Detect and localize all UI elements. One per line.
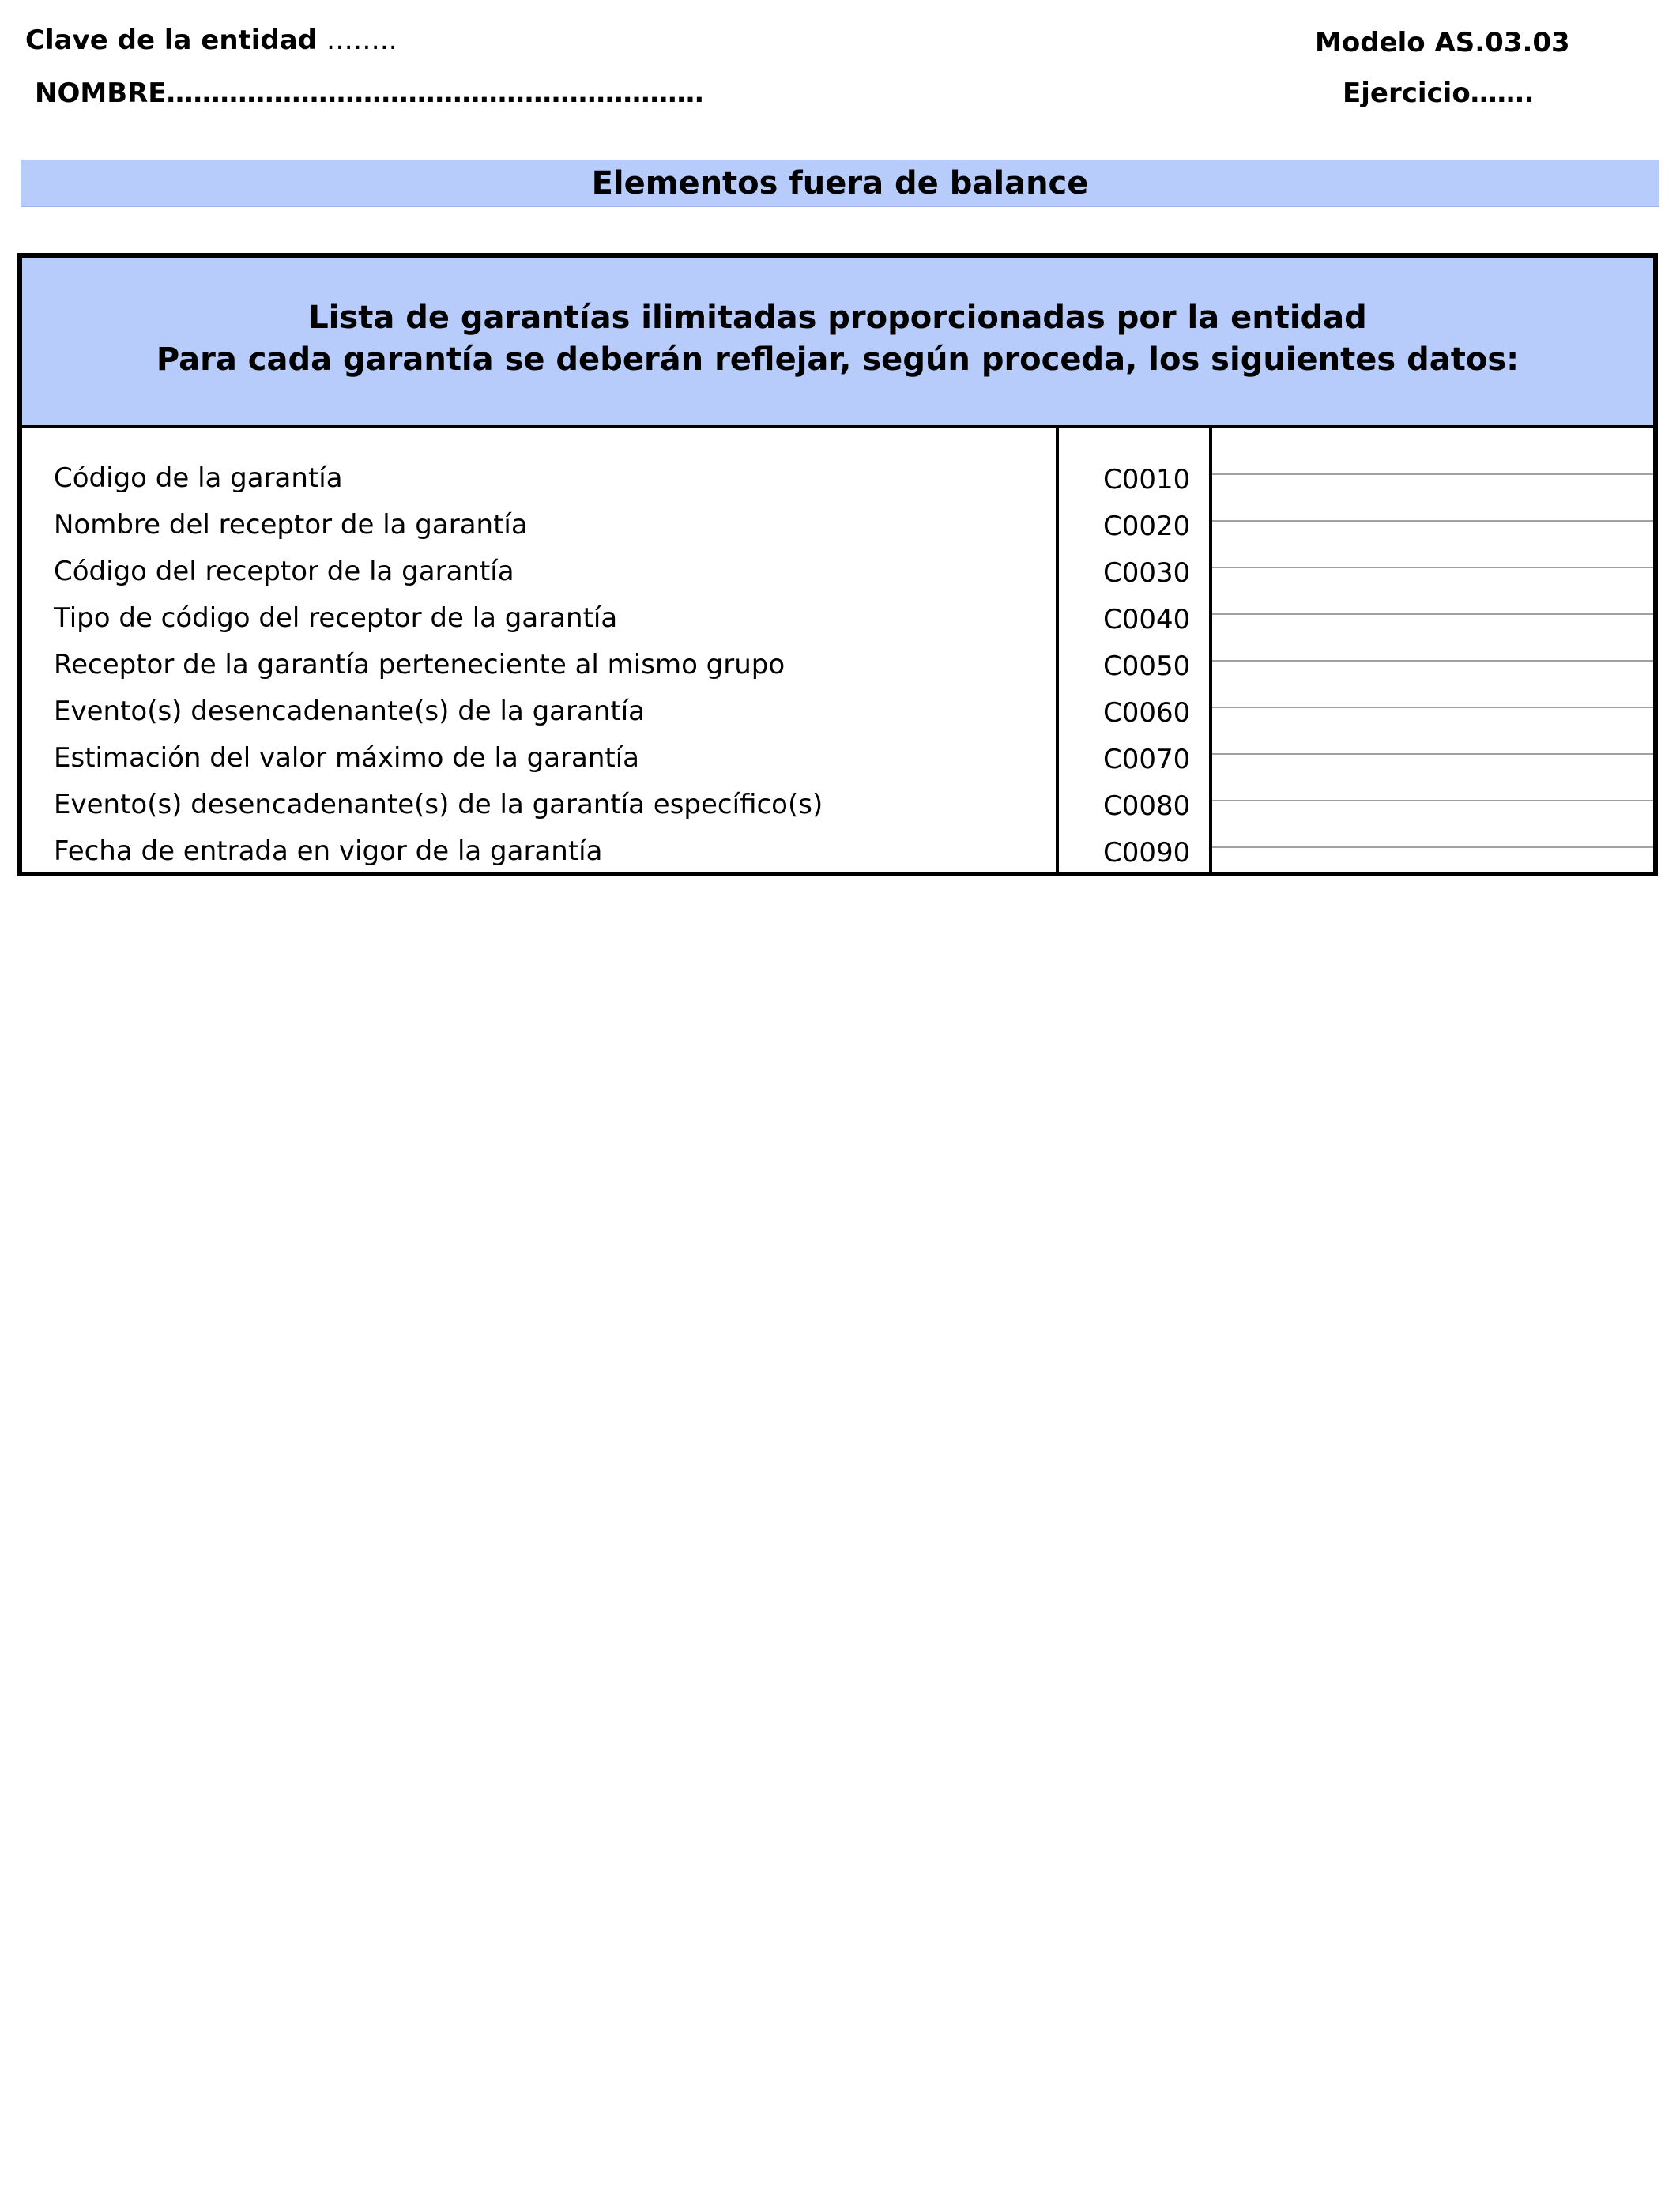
entity-name-field: NOMBRE…………………………………………………… xyxy=(35,77,704,109)
value-column xyxy=(1212,428,1653,872)
row-label: Receptor de la garantía perteneciente al mismo grupo xyxy=(54,649,785,680)
entity-key-field xyxy=(25,27,397,54)
table-header-line-1: Lista de garantías ilimitadas proporcionadas por la entidad xyxy=(308,300,1367,336)
table-header xyxy=(22,258,1653,428)
row-label: Código del receptor de la garantía xyxy=(54,556,514,587)
row-value-cell[interactable] xyxy=(1212,801,1653,848)
page-title: Elementos fuera de balance xyxy=(21,160,1659,207)
row-value-cell[interactable] xyxy=(1212,475,1653,522)
row-code: C0030 xyxy=(1103,557,1191,589)
row-value-cell[interactable] xyxy=(1212,522,1653,568)
table-header-line-2: Para cada garantía se deberán reflejar, según proceda, los siguientes datos: xyxy=(156,341,1520,378)
row-code: C0060 xyxy=(1103,697,1191,729)
row-code: C0050 xyxy=(1103,650,1191,682)
row-label: Evento(s) desencadenante(s) de la garantía específico(s) xyxy=(54,789,823,820)
label-column xyxy=(22,428,1059,872)
entity-key-placeholder: …….. xyxy=(326,25,397,56)
row-value-cell[interactable] xyxy=(1212,568,1653,615)
row-label: Tipo de código del receptor de la garantía xyxy=(54,602,618,634)
row-code: C0070 xyxy=(1103,744,1191,775)
row-label: Código de la garantía xyxy=(54,462,343,494)
row-code: C0090 xyxy=(1103,837,1191,869)
row-label: Evento(s) desencadenante(s) de la garantía xyxy=(54,696,645,727)
row-label: Nombre del receptor de la garantía xyxy=(54,509,528,541)
code-column xyxy=(1059,428,1212,872)
row-label: Fecha de entrada en vigor de la garantía xyxy=(54,835,603,867)
row-value-cell[interactable] xyxy=(1212,615,1653,662)
row-code: C0010 xyxy=(1103,464,1191,496)
row-code: C0040 xyxy=(1103,604,1191,635)
row-label: Estimación del valor máximo de la garantía xyxy=(54,742,640,774)
row-code: C0080 xyxy=(1103,790,1191,822)
entity-key-label: Clave de la entidad xyxy=(25,25,318,56)
row-code: C0020 xyxy=(1103,511,1191,542)
form-model-label: Modelo AS.03.03 xyxy=(1315,27,1570,58)
row-value-cell[interactable] xyxy=(1212,428,1653,475)
row-value-cell[interactable] xyxy=(1212,708,1653,755)
fiscal-year-field: Ejercicio……. xyxy=(1343,77,1535,109)
guarantees-table xyxy=(17,253,1658,876)
row-value-cell[interactable] xyxy=(1212,755,1653,801)
row-value-cell[interactable] xyxy=(1212,662,1653,708)
